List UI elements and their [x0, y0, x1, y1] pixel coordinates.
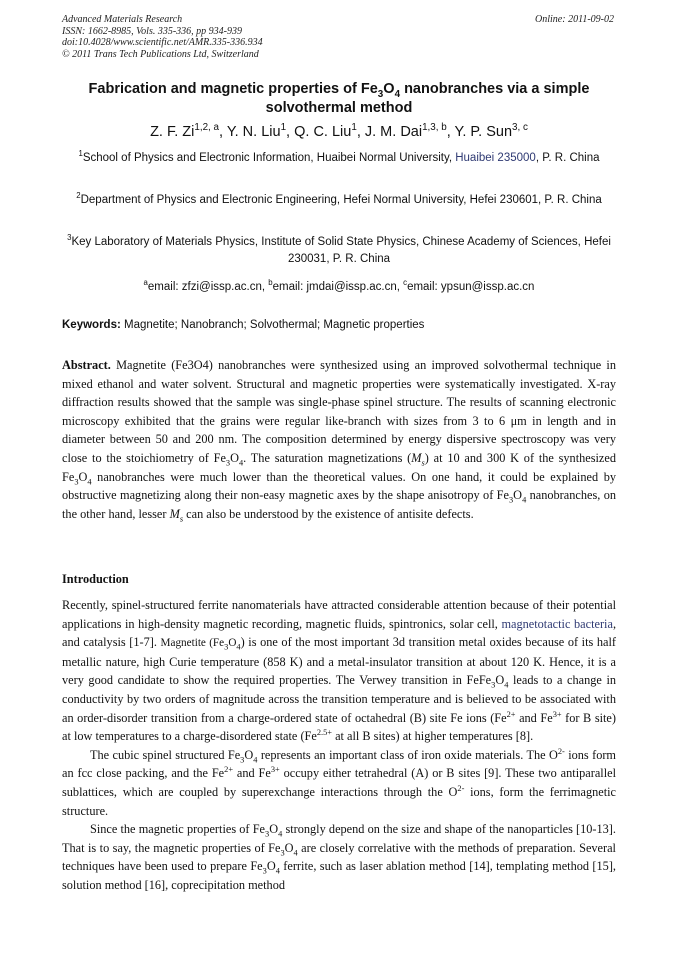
keywords [62, 317, 616, 334]
author-list [62, 122, 616, 142]
keywords-label: Keywords: [62, 319, 121, 331]
inline-link[interactable]: magnetotactic bacteria [501, 616, 613, 631]
email-c[interactable]: email: ypsun@issp.ac.cn [407, 281, 535, 293]
author-emails: $^a$email: zfzi@issp.ac.cn, $^b$email: jmdai@issp.ac.cn, $^c$email: ypsun@issp.ac.cn [143, 278, 535, 293]
journal-copyright: © 2011 Trans Tech Publications Ltd, Switzerland [62, 48, 259, 60]
author: Y. P. Sun$^{3, c}$ [454, 122, 528, 140]
journal-header [62, 14, 614, 60]
paragraph: Since the magnetic properties of $Fe_3O_4$ strongly depend on the size and shape of the nanoparticles [10-13]. That is to say, the magnetic properties of $Fe_3O_4$ are closely correlative with the methods of preparation. Several techniques have been used to prepare $Fe_3O_4$ ferrite, such as laser ablation method [14], templating method [15], solution method [16], coprecipitation method [62, 822, 616, 892]
introduction-body [62, 596, 616, 895]
journal-name: Advanced Materials Research [62, 14, 183, 25]
abstract-label: Abstract. [62, 358, 111, 372]
email-b[interactable]: email: jmdai@issp.ac.cn, [272, 281, 404, 293]
author: J. M. Dai$^{1,3, b}$, [364, 122, 455, 140]
paragraph: The cubic spinel structured $Fe_3O_4$ represents an important class of iron oxide materials. The $O^{2-}$ ions form an fcc close packing, and the $Fe^{2+}$ and $Fe^{3+}$ occupy either tetrahedral (A) or B sites [9]. These two antiparallel sublattices, which are coupled by superexchange interactions through the $O^{2-}$ ions, form the ferrimagnetic structure. [62, 746, 617, 818]
abstract: Abstract. Magnetite (Fe3O4) nanobranches were synthesized using an improved solvothermal technique in mixed ethanol and water solvent. Structural and magnetic properties were systematically investigated. X-ray diffraction results showed that the sample was single-phase spinel structure. The results of scanning electronic microscopy exhibited that the grains were regular like-branch with sizes from 3 to 6 μm in length and in diameter between 50 and 200 nm. The composition determined by energy dispersive spectroscopy was very close to the stoichiometry of $Fe_3O_4$. The saturation magnetizations $(M_s)$ at 10 and 300 K of the synthesized $Fe_3O_4$ nanobranches were much lower than the theoretical values. On one hand, it could be explained by obstructive magnetizing along their non-easy magnetic axes by the shape anisotropy of $Fe_3O_4$ nanobranches, on the other hand, lesser $M_s$ can also be understood by the existence of antisite defects. [62, 358, 616, 524]
online-date: Online: 2011-09-02 [535, 14, 614, 25]
author: Y. N. Liu$^1$, [226, 122, 295, 140]
journal-issn: ISSN: 1662-8985, Vols. 335-336, pp 934-939 [62, 25, 242, 37]
affiliation-link[interactable]: Huaibei 235000 [455, 152, 536, 164]
keywords-text: Magnetite; Nanobranch; Solvothermal; Magnetic properties [120, 319, 425, 331]
author: Z. F. Zi$^{1,2, a}$, [150, 122, 227, 140]
paragraph: Recently, spinel-structured ferrite nanomaterials have attracted considerable attention because of their potential applications in high-density magnetic recording, magnetic fluids, spintronics, solar cell, magnetotactic bacteria, and catalysis [1-7]. Magnetite $(Fe_3O_4)$ is one of the most important 3d transition metal oxides because of its half metallic nature, high Curie temperature (858 K) and a metal-insulator transition at about 120 K. Hence, it is a very good candidate to show the required properties. The Verwey transition in $FeFe_3O_4$ leads to a change in conductivity by two orders of magnitude across the transition temperature and is believed to be associated with an order-disorder transition from a charge-ordered state of octahedral (B) site Fe ions ($Fe^{2+}$ and $Fe^{3+}$ for B site) at low temperatures to a charge-disordered state ($Fe^{2.5+}$ at all B sites) at higher temperatures [8]. [62, 598, 617, 744]
affiliation-2: $^2$Department of Physics and Electronic Engineering, Hefei Normal University, Hefei 230601, P. R. China [76, 191, 602, 206]
email-a[interactable]: email: zfzi@issp.ac.cn, [147, 281, 269, 293]
author: Q. C. Liu$^1$, [294, 122, 365, 140]
section-heading-introduction: Introduction [62, 572, 129, 586]
paper-title: Fabrication and magnetic properties of $Fe_3O_4$ nanobranches via a simple solvothermal method [88, 81, 590, 116]
affiliation-3: $^3$Key Laboratory of Materials Physics, Institute of Solid State Physics, Chinese Academy of Sciences, Hefei 230031, P. R. China [67, 233, 611, 265]
affiliation-1: $^1$School of Physics and Electronic Information, Huaibei Normal University, Huaibei 235000, P. R. China [78, 149, 600, 164]
journal-doi: doi:10.4028/www.scientific.net/AMR.335-336.934 [62, 37, 263, 48]
